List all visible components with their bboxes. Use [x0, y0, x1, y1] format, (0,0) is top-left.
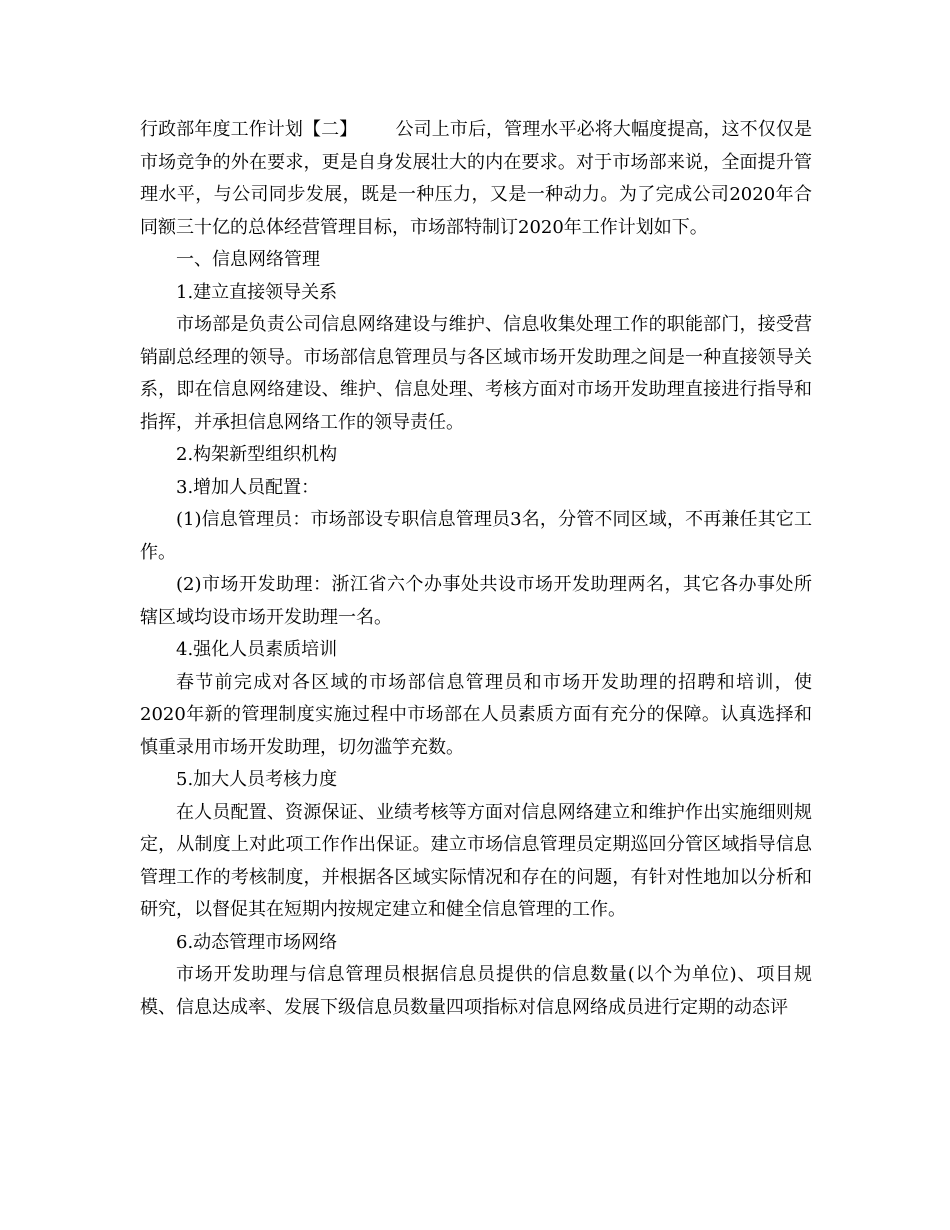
document-title: 行政部年度工作计划【二】: [140, 119, 358, 140]
item-3-title: 3.增加人员配置：: [176, 476, 320, 498]
item-4-title: 4.强化人员素质培训: [176, 639, 338, 660]
item-2-title: 2.构架新型组织机构: [176, 444, 338, 465]
item-5-title: 5.加大人员考核力度: [176, 769, 338, 790]
item-6-text: 市场开发助理与信息管理员根据信息员提供的信息数量(以个为单位)、项目规模、信息达成率、发展下级信息员数量四项指标对信息网络成员进行定期的动态评: [140, 964, 812, 1018]
section-heading-1: 一、信息网络管理: [176, 249, 320, 270]
item-1-title: 1.建立直接领导关系: [176, 281, 338, 303]
item-4-text: 春节前完成对各区域的市场部信息管理员和市场开发助理的招聘和培训，使2020年新的管理制度实施过程中市场部在人员素质方面有充分的保障。认真选择和慎重录用市场开发助理，切勿滥竽充数。: [140, 671, 812, 758]
intro-paragraph: [140, 114, 812, 244]
item-6-title: 6.动态管理市场网络: [176, 931, 338, 953]
item-3-sub-1: (1)信息管理员：市场部设专职信息管理员3名，分管不同区域，不再兼任其它工作。: [140, 509, 812, 563]
document-page: [140, 114, 812, 1024]
item-1-text: 市场部是负责公司信息网络建设与维护、信息收集处理工作的职能部门，接受营销副总经理的领导。市场部信息管理员与各区域市场开发助理之间是一种直接领导关系，即在信息网络建设、维护、信息处理、考核方面对市场开发助理直接进行指导和指挥，并承担信息网络工作的领导责任。: [140, 314, 812, 433]
item-5-text: 在人员配置、资源保证、业绩考核等方面对信息网络建立和维护作出实施细则规定，从制度上对此项工作作出保证。建立市场信息管理员定期巡回分管区域指导信息管理工作的考核制度，并根据各区域实际情况和存在的问题，有针对性地加以分析和研究，以督促其在短期内按规定建立和健全信息管理的工作。: [140, 801, 812, 920]
item-3-sub-2: (2)市场开发助理：浙江省六个办事处共设市场开发助理两名，其它各办事处所辖区域均设市场开发助理一名。: [140, 574, 812, 628]
intro-text: 公司上市后，管理水平必将大幅度提高，这不仅仅是市场竞争的外在要求，更是自身发展壮大的内在要求。对于市场部来说，全面提升管理水平，与公司同步发展，既是一种压力，又是一种动力。为了完成公司2020年合同额三十亿的总体经营管理目标，市场部特制订2020年工作计划如下。: [140, 119, 813, 238]
